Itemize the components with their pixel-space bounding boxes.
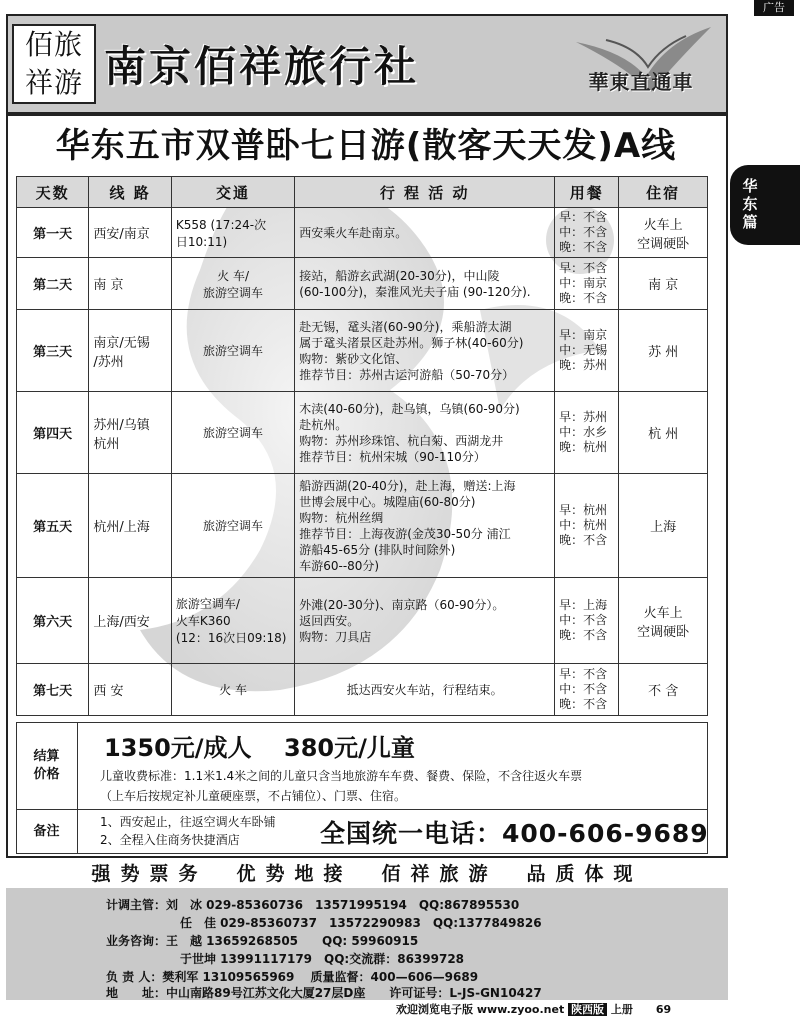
activity-line: 推荐节目：杭州宋城（90-110分） xyxy=(299,449,486,464)
transport-line: 旅游空调车 xyxy=(203,519,264,533)
transport-line: (12：16次日09:18) xyxy=(175,631,287,645)
activity-line: 木渎(40-60分)，赴乌镇，乌镇(60-90分) xyxy=(299,401,520,416)
meal-line: 早：不含 xyxy=(559,210,608,224)
route-cell xyxy=(89,310,172,392)
transport-line: K558 (17:24-次 xyxy=(175,217,267,232)
agency-name: 南京佰祥旅行社 xyxy=(104,42,420,91)
hotline[interactable]: 全国统一电话：400-606-9689 xyxy=(320,819,709,848)
route-line: 西 安 xyxy=(93,684,124,699)
agency-logo xyxy=(12,24,96,104)
meal-line: 早：杭州 xyxy=(559,503,608,517)
route-line: 杭州/上海 xyxy=(93,520,150,535)
route-line: 西安/南京 xyxy=(93,227,150,242)
activity-line: 属于鼋头渚景区赴苏州。狮子林(40-60分) xyxy=(299,335,524,350)
stay-line: 空调硬卧 xyxy=(637,624,690,640)
column-header: 用餐 xyxy=(555,177,619,208)
tour-title: 华东五市双普卧七日游(散客天天发)A线 xyxy=(55,126,677,166)
activity-line: 赴杭州。 xyxy=(299,417,348,432)
table-row xyxy=(17,474,708,578)
day-cell: 第七天 xyxy=(17,664,89,716)
day-cell: 第三天 xyxy=(17,310,89,392)
stay-line: 火车上 xyxy=(643,605,683,621)
meal-line: 晚：杭州 xyxy=(559,440,608,454)
meal-cell xyxy=(555,474,619,578)
transport-line: 日10:11) xyxy=(175,234,228,249)
contact-line: 负 责 人：樊利军 13109565969 质量监督：400—606—9689 xyxy=(106,970,479,984)
meal-cell xyxy=(555,208,619,258)
brand-name: 華東直通車 xyxy=(588,70,694,94)
route-cell xyxy=(89,258,172,310)
table-row xyxy=(17,310,708,392)
notes-list xyxy=(100,813,276,849)
note-item: 2、全程入住商务快捷酒店 xyxy=(100,833,240,847)
itinerary-table xyxy=(16,176,708,716)
child-fee-line: （上车后按规定补儿童硬座票，不占铺位）、门票、住宿。 xyxy=(100,789,407,803)
section-tab[interactable] xyxy=(730,165,800,245)
transport-cell xyxy=(171,208,294,258)
footer-volume: 上册 xyxy=(610,1003,633,1016)
route-cell xyxy=(89,664,172,716)
route-line: 上海/西安 xyxy=(93,615,150,630)
transport-cell xyxy=(171,474,294,578)
note-item: 1、西安起止，往返空调火车卧铺 xyxy=(100,815,276,829)
section-tab-char: 篇 xyxy=(742,213,758,231)
stay-line: 上海 xyxy=(650,520,677,535)
meal-line: 晚：不含 xyxy=(559,291,608,305)
meal-line: 中：水乡 xyxy=(559,425,608,439)
meal-line: 中：不含 xyxy=(559,225,608,239)
footer-publication: 陕西版 xyxy=(568,1003,607,1016)
stay-cell xyxy=(619,664,708,716)
route-line: 苏州/乌镇 xyxy=(93,417,150,433)
meal-line: 中：不含 xyxy=(559,613,608,627)
table-row xyxy=(17,258,708,310)
stay-line: 杭 州 xyxy=(648,427,679,442)
table-row xyxy=(17,578,708,664)
meal-line: 早：不含 xyxy=(559,667,608,681)
stay-cell xyxy=(619,578,708,664)
meal-line: 晚：苏州 xyxy=(559,358,608,372)
stay-cell xyxy=(619,310,708,392)
meal-line: 中：杭州 xyxy=(559,518,608,532)
activity-line: 返回西安。 xyxy=(299,613,360,628)
table-row xyxy=(17,664,708,716)
meal-line: 晚：不含 xyxy=(559,628,608,642)
section-tab-char: 东 xyxy=(742,195,758,213)
meal-line: 晚：不含 xyxy=(559,240,608,254)
route-line: 杭州 xyxy=(93,436,120,452)
transport-cell xyxy=(171,392,294,474)
contact-line: 任 佳 029-85360737 13572290983 QQ:1377849826 xyxy=(180,916,542,930)
route-line: /苏州 xyxy=(93,354,124,370)
activity-line: 外滩(20-30分)、南京路（60-90分）。 xyxy=(299,597,505,612)
activity-line: 西安乘火车赴南京。 xyxy=(299,225,408,240)
transport-line: 火车K360 xyxy=(175,614,231,628)
transport-line: 火 车/ xyxy=(217,268,249,283)
meal-cell xyxy=(555,258,619,310)
contact-line: 计调主管：刘 冰 029-85360736 13571995194 QQ:867895530 xyxy=(106,898,520,912)
day-cell: 第二天 xyxy=(17,258,89,310)
meal-line: 早：南京 xyxy=(559,328,608,342)
table-header-row xyxy=(17,177,708,208)
column-header: 线 路 xyxy=(89,177,172,208)
footer-welcome[interactable]: 欢迎浏览电子版 www.zyoo.net xyxy=(396,1003,565,1016)
meal-cell xyxy=(555,578,619,664)
transport-line: 旅游空调车/ xyxy=(175,597,240,611)
route-cell xyxy=(89,392,172,474)
activity-line: 游船45-65分 (排队时间除外) xyxy=(299,542,456,557)
price-label xyxy=(16,722,78,810)
route-cell xyxy=(89,474,172,578)
activity-line: 世博会展中心。城隍庙(60-80分) xyxy=(299,494,476,509)
transport-cell xyxy=(171,258,294,310)
activity-line: 船游西湖(20-40分)，赴上海，赠送:上海 xyxy=(299,478,516,493)
activity-cell xyxy=(295,310,555,392)
transport-line: 旅游空调车 xyxy=(203,285,264,300)
transport-cell xyxy=(171,664,294,716)
activity-line: (60-100分)，秦淮风光夫子庙 (90-120分). xyxy=(299,284,531,299)
stay-line: 火车上 xyxy=(643,217,683,233)
route-cell xyxy=(89,208,172,258)
contact-line: 地 址：中山南路89号江苏文化大厦27层D座 许可证号：L-JS-GN10427 xyxy=(106,986,542,1000)
ad-tag: 广告 xyxy=(754,0,794,16)
section-tab-char: 华 xyxy=(742,177,758,195)
day-cell: 第四天 xyxy=(17,392,89,474)
column-header: 住宿 xyxy=(619,177,708,208)
meal-cell xyxy=(555,392,619,474)
meal-line: 中：南京 xyxy=(559,276,608,290)
day-cell: 第一天 xyxy=(17,208,89,258)
activity-line: 推荐节目：苏州古运河游船（50-70分） xyxy=(299,367,515,382)
price-label-line: 结算 xyxy=(33,749,60,764)
activity-cell xyxy=(295,578,555,664)
meal-line: 早：上海 xyxy=(559,598,608,612)
stay-line: 不 含 xyxy=(648,684,679,699)
transport-cell xyxy=(171,578,294,664)
column-header: 天数 xyxy=(17,177,89,208)
activity-cell xyxy=(295,208,555,258)
column-header: 行 程 活 动 xyxy=(295,177,555,208)
activity-cell xyxy=(295,392,555,474)
activity-cell xyxy=(295,258,555,310)
column-header: 交通 xyxy=(171,177,294,208)
transport-line: 旅游空调车 xyxy=(203,344,264,358)
meal-line: 晚：不含 xyxy=(559,533,608,547)
stay-cell xyxy=(619,474,708,578)
slogan: 强势票务 优势地接 佰祥旅游 品质体现 xyxy=(91,863,643,885)
activity-line: 赴无锡，鼋头渚(60-90分)，乘船游太湖 xyxy=(299,319,512,334)
transport-cell xyxy=(171,310,294,392)
route-line: 南京/无锡 xyxy=(93,335,150,351)
meal-line: 早：不含 xyxy=(559,261,608,275)
meal-line: 早：苏州 xyxy=(559,410,608,424)
activity-line: 抵达西安火车站，行程结束。 xyxy=(346,682,503,697)
page-number: 69 xyxy=(655,1003,672,1016)
stay-line: 南 京 xyxy=(648,278,679,293)
stay-cell xyxy=(619,258,708,310)
activity-line: 车游60--80分) xyxy=(299,558,380,573)
transport-line: 火 车 xyxy=(219,683,247,697)
meal-cell xyxy=(555,664,619,716)
meal-line: 晚：不含 xyxy=(559,697,608,711)
activity-line: 购物：刀具店 xyxy=(299,629,372,644)
price-label-line: 价格 xyxy=(33,767,60,782)
day-cell: 第五天 xyxy=(17,474,89,578)
activity-line: 购物：紫砂文化馆、 xyxy=(299,351,408,366)
stay-cell xyxy=(619,392,708,474)
contact-panel xyxy=(6,888,728,1000)
activity-line: 购物：苏州珍珠馆、杭白菊、西湖龙井 xyxy=(299,433,504,448)
activity-line: 推荐节目：上海夜游(金茂30-50分 浦江 xyxy=(299,526,511,541)
activity-line: 接站，船游玄武湖(20-30分)，中山陵 xyxy=(299,268,500,283)
table-row xyxy=(17,208,708,258)
meal-cell xyxy=(555,310,619,392)
logo-line-1: 佰旅 xyxy=(24,28,83,61)
stay-line: 空调硬卧 xyxy=(637,236,690,252)
page-footer xyxy=(396,1001,671,1017)
child-price: 380元/儿童 xyxy=(284,734,415,762)
route-cell xyxy=(89,578,172,664)
stay-line: 苏 州 xyxy=(648,345,679,360)
child-fee-line: 儿童收费标准：1.1米1.4米之间的儿童只含当地旅游车车费、餐费、保险，不含往返火车票 xyxy=(100,769,583,783)
activity-cell xyxy=(295,474,555,578)
table-row xyxy=(17,392,708,474)
route-line: 南 京 xyxy=(93,278,124,293)
day-cell: 第六天 xyxy=(17,578,89,664)
contact-line: 于世坤 13991117179 QQ:交流群：86399728 xyxy=(180,952,465,966)
notes-label: 备注 xyxy=(16,810,78,854)
transport-line: 旅游空调车 xyxy=(203,426,264,440)
logo-line-2: 祥游 xyxy=(24,66,83,99)
child-fee-standard xyxy=(100,766,704,806)
activity-line: 购物：杭州丝绸 xyxy=(299,510,384,525)
meal-line: 中：不含 xyxy=(559,682,608,696)
activity-cell xyxy=(295,664,555,716)
adult-price: 1350元/成人 xyxy=(104,734,252,762)
contact-line: 业务咨询：王 越 13659268505 QQ: 59960915 xyxy=(106,934,419,948)
meal-line: 中：无锡 xyxy=(559,343,608,357)
stay-cell xyxy=(619,208,708,258)
